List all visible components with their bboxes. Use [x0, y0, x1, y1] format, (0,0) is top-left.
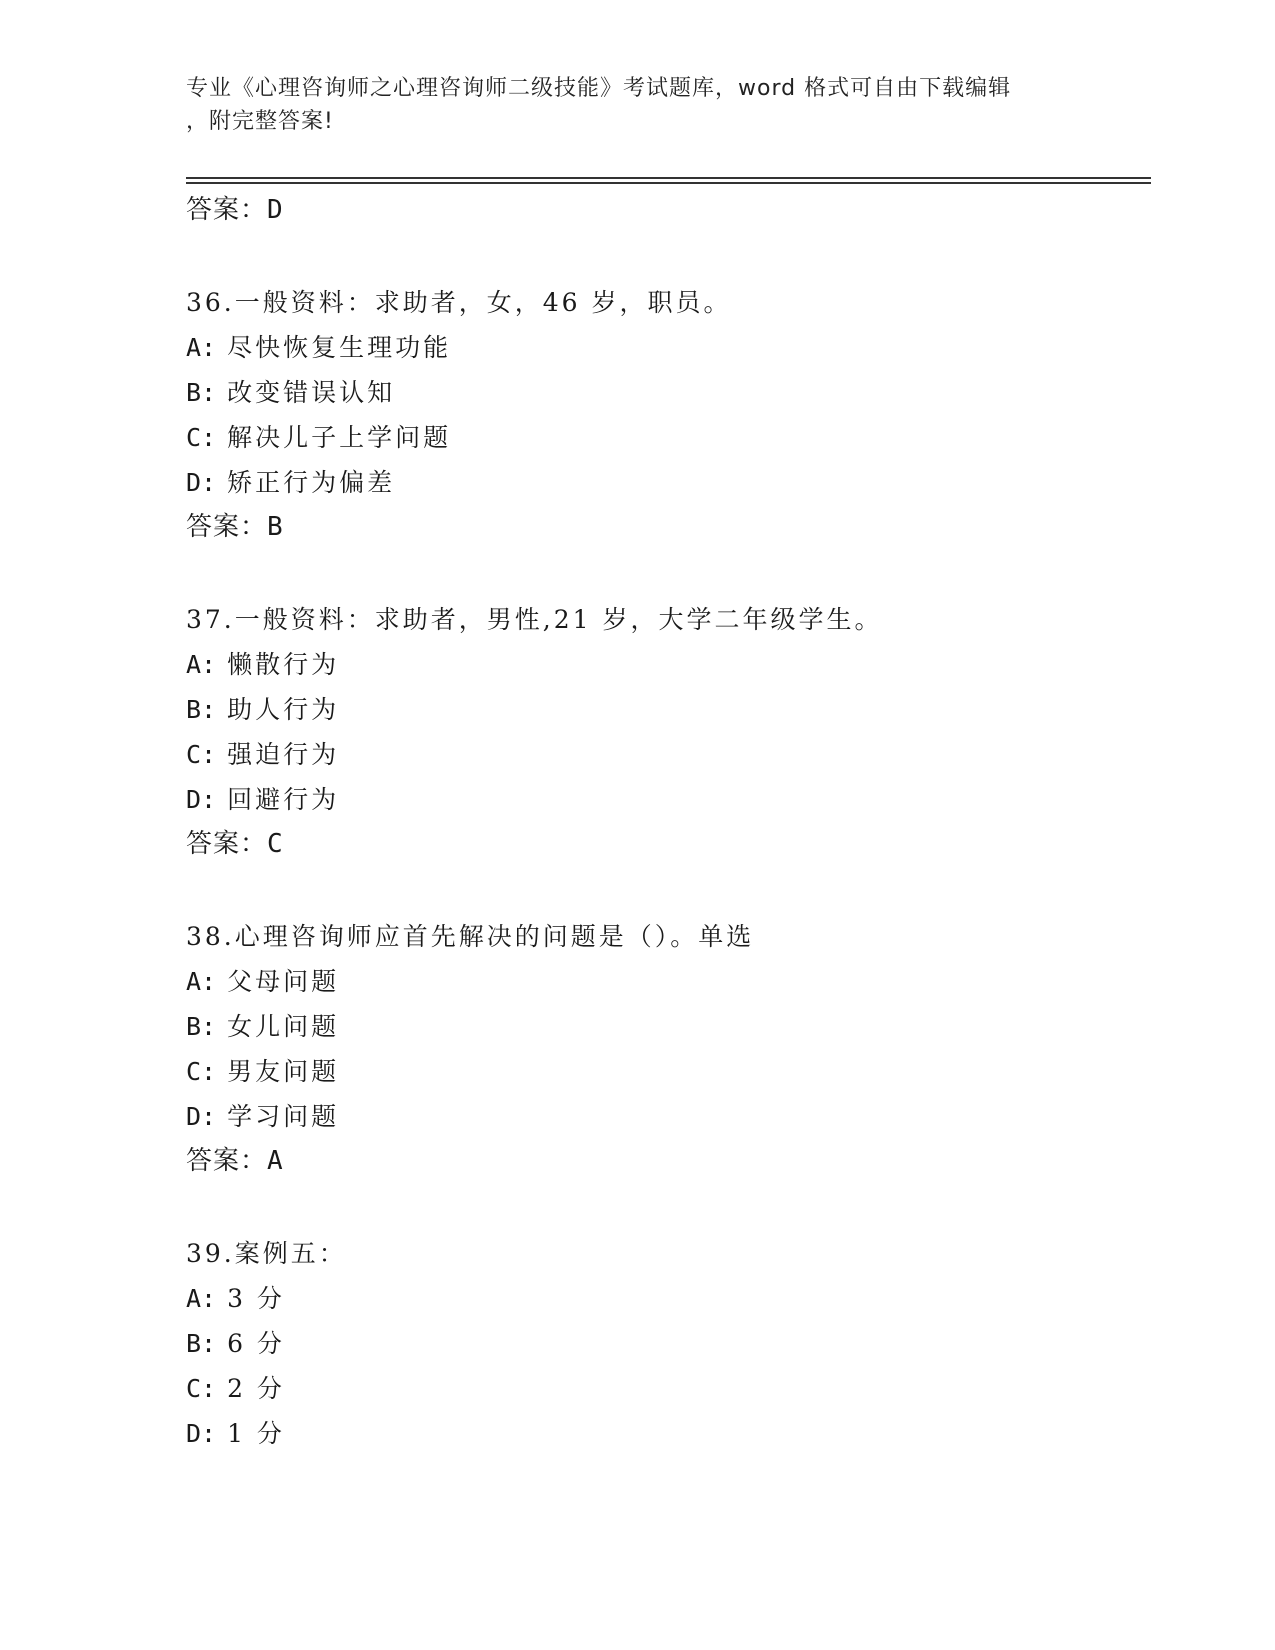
option-text: 解决儿子上学问题 [227, 423, 452, 452]
option-text: 学习问题 [227, 1102, 340, 1131]
question-block [186, 1231, 1146, 1456]
option-text: 矫正行为偏差 [227, 468, 396, 497]
answer-label: 答案： [186, 512, 268, 542]
question-block [186, 597, 1146, 867]
header-line-1: 专业《心理咨询师之心理咨询师二级技能》考试题库，word 格式可自由下载编辑 [186, 76, 1012, 101]
option-b [186, 687, 1146, 732]
option-text: 回避行为 [227, 785, 340, 814]
header-divider-bottom [186, 182, 1151, 184]
spacer [186, 233, 1146, 280]
header-divider-top [186, 177, 1151, 179]
question-list [186, 188, 1146, 1456]
option-text: 强迫行为 [227, 740, 340, 769]
answer-line [186, 505, 1146, 550]
spacer [186, 550, 1146, 597]
option-a [186, 959, 1146, 1004]
option-d [186, 460, 1146, 505]
option-letter: C: [186, 1374, 217, 1403]
option-text: 男友问题 [227, 1057, 340, 1086]
option-c [186, 415, 1146, 460]
option-c [186, 1366, 1146, 1411]
answer-label: 答案： [186, 1146, 268, 1176]
option-text: 改变错误认知 [227, 378, 396, 407]
question-block [186, 280, 1146, 550]
question-stem: 37.一般资料：求助者，男性,21 岁，大学二年级学生。 [186, 605, 883, 634]
option-letter: D: [186, 1102, 217, 1131]
option-letter: C: [186, 423, 217, 452]
option-letter: A: [186, 967, 217, 996]
answer-value: C [267, 829, 284, 859]
question-block [186, 914, 1146, 1184]
document-header [186, 72, 1066, 138]
option-a [186, 642, 1146, 687]
spacer [186, 1184, 1146, 1231]
answer-label: 答案： [186, 195, 268, 225]
option-c [186, 1049, 1146, 1094]
answer-value: A [267, 1146, 284, 1176]
option-text: 2 分 [227, 1374, 285, 1403]
option-letter: B: [186, 1329, 217, 1358]
answer-value: D [267, 195, 284, 225]
answer-value: B [267, 512, 284, 542]
option-text: 女儿问题 [227, 1012, 340, 1041]
option-text: 3 分 [227, 1284, 285, 1313]
option-letter: B: [186, 695, 217, 724]
option-d [186, 1094, 1146, 1139]
question-stem: 39.案例五： [186, 1239, 347, 1268]
option-text: 1 分 [227, 1419, 285, 1448]
answer-line [186, 188, 1146, 233]
header-line-2: ，附完整答案! [186, 109, 334, 134]
option-letter: A: [186, 333, 217, 362]
option-letter: C: [186, 740, 217, 769]
option-text: 尽快恢复生理功能 [227, 333, 452, 362]
option-text: 助人行为 [227, 695, 340, 724]
answer-label: 答案： [186, 829, 268, 859]
option-letter: A: [186, 1284, 217, 1313]
option-text: 6 分 [227, 1329, 285, 1358]
option-d [186, 1411, 1146, 1456]
answer-line [186, 1139, 1146, 1184]
option-text: 懒散行为 [227, 650, 340, 679]
option-letter: C: [186, 1057, 217, 1086]
option-text: 父母问题 [227, 967, 340, 996]
option-a [186, 1276, 1146, 1321]
option-letter: D: [186, 1419, 217, 1448]
spacer [186, 867, 1146, 914]
question-stem: 36.一般资料：求助者，女，46 岁，职员。 [186, 288, 732, 317]
option-letter: B: [186, 1012, 217, 1041]
option-letter: D: [186, 785, 217, 814]
option-b [186, 370, 1146, 415]
option-letter: B: [186, 378, 217, 407]
answer-line [186, 822, 1146, 867]
option-letter: A: [186, 650, 217, 679]
question-stem: 38.心理咨询师应首先解决的问题是（）。单选 [186, 922, 755, 951]
option-b [186, 1321, 1146, 1366]
option-letter: D: [186, 468, 217, 497]
option-a [186, 325, 1146, 370]
option-b [186, 1004, 1146, 1049]
option-c [186, 732, 1146, 777]
option-d [186, 777, 1146, 822]
